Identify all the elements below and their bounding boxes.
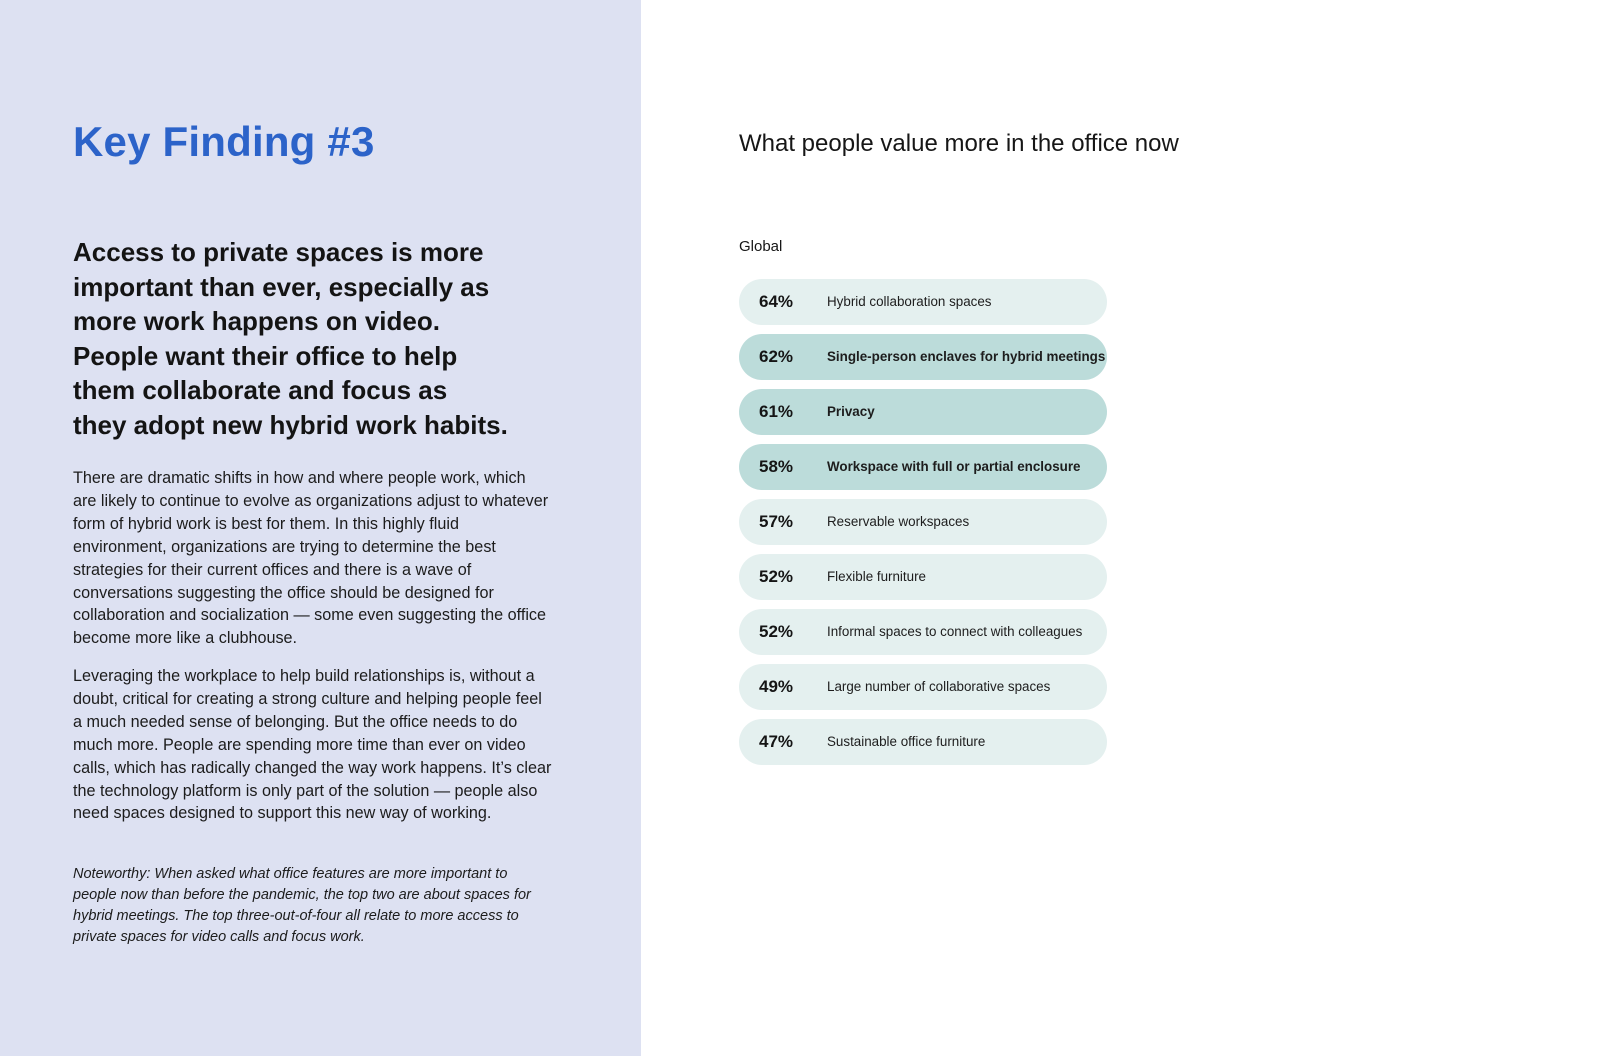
chart-title: What people value more in the office now — [739, 130, 1179, 157]
lead-statement — [73, 235, 543, 442]
value-percent: 62% — [759, 347, 794, 366]
lead-line: they adopt new hybrid work habits. — [73, 409, 508, 440]
lead-line: more work happens on video. — [73, 306, 440, 336]
value-percent: 64% — [759, 292, 794, 311]
value-label: Reservable workspaces — [827, 514, 970, 529]
value-row — [739, 334, 1107, 380]
value-percent: 52% — [759, 622, 794, 641]
value-label: Large number of collaborative spaces — [827, 679, 1051, 694]
value-label: Privacy — [827, 404, 875, 419]
value-percent: 58% — [759, 457, 794, 476]
value-label: Single-person enclaves for hybrid meetings — [827, 349, 1106, 364]
value-row — [739, 279, 1107, 325]
value-percent: 57% — [759, 512, 794, 531]
value-label: Workspace with full or partial enclosure — [827, 459, 1081, 474]
noteworthy-note: Noteworthy: When asked what office features are more important to people now than before the pandemic, the top two are about spaces for hybrid meetings. The top three-out-of-four all relate to more access to private spaces for video calls and focus work. — [73, 866, 531, 945]
value-row — [739, 609, 1107, 655]
value-row — [739, 444, 1107, 490]
value-label: Hybrid collaboration spaces — [827, 294, 992, 309]
value-row — [739, 499, 1107, 545]
value-row — [739, 719, 1107, 765]
value-label: Sustainable office furniture — [827, 734, 986, 749]
body-paragraph-2: Leveraging the workplace to help build relationships is, without a doubt, critical for creating a strong culture and helping people feel a much needed sense of belonging. But the office needs to do much more. People are spending more time than ever on video calls, which has radically changed the way work happens. It’s clear the technology platform is only part of the solution — people also need spaces designed to support this new way of working. — [73, 667, 552, 823]
chart-subtitle: Global — [739, 238, 783, 255]
lead-line: Access to private spaces is more — [73, 237, 484, 267]
value-row — [739, 554, 1107, 600]
value-percent: 61% — [759, 402, 794, 421]
value-row — [739, 389, 1107, 435]
value-row — [739, 664, 1107, 710]
value-label: Informal spaces to connect with colleagues — [827, 624, 1083, 639]
page-title: Key Finding #3 — [73, 118, 375, 165]
value-label: Flexible furniture — [827, 569, 926, 584]
lead-line: People want their office to help — [73, 340, 458, 371]
lead-line: them collaborate and focus as — [73, 375, 448, 405]
value-list — [739, 279, 1107, 774]
value-percent: 52% — [759, 567, 794, 586]
value-percent: 49% — [759, 677, 794, 696]
lead-line: important than ever, especially as — [73, 271, 490, 302]
value-percent: 47% — [759, 732, 794, 751]
body-paragraph-1: There are dramatic shifts in how and where people work, which are likely to continue to evolve as organizations adjust to whatever form of hybrid work is best for them. In this highly fluid environment, organizations are trying to determine the best strategies for their current offices and there is a wave of conversations suggesting the office should be designed for collaboration and socialization — some even suggesting the office become more like a clubhouse. — [73, 469, 549, 648]
